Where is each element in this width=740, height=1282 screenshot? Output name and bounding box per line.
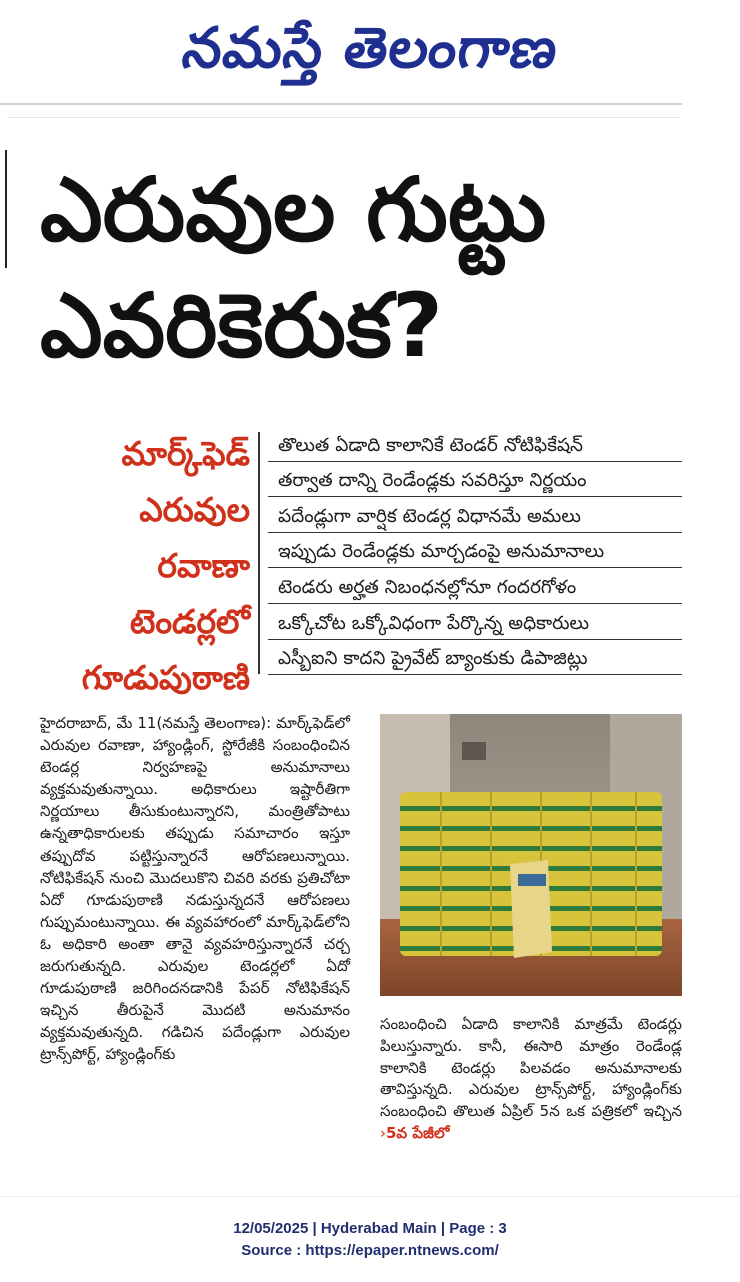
newspaper-logo: నమస్తే తెలంగాణ xyxy=(178,16,563,81)
highlight-item: ఇప్పుడు రెండేండ్లకు మార్చడంపై అనుమానాలు xyxy=(268,535,682,568)
highlights-list xyxy=(268,426,682,675)
chevron-right-icon: › xyxy=(380,1123,386,1142)
masthead-rule-secondary xyxy=(8,117,680,118)
kicker-line: మార్క్‌ఫెడ్ xyxy=(121,434,250,473)
footer-rule xyxy=(0,1196,740,1197)
headline-line-2: ఎవరికెరుక? xyxy=(40,274,443,377)
masthead xyxy=(0,6,740,92)
kicker xyxy=(30,426,250,706)
article-photo xyxy=(380,714,682,996)
article-body-left xyxy=(40,712,350,1066)
highlight-item: పదేండ్లుగా వార్షిక టెండర్ల విధానమే అమలు xyxy=(268,500,682,533)
article-paragraph xyxy=(380,1014,682,1145)
fertilizer-sacks-image xyxy=(380,714,682,996)
masthead-rule xyxy=(0,103,682,105)
footer-source[interactable]: Source : https://epaper.ntnews.com/ xyxy=(241,1242,499,1259)
highlight-item: ఒక్కోచోట ఒక్కోవిధంగా పేర్కొన్న అధికారులు xyxy=(268,607,682,640)
kicker-line: రవాణా xyxy=(157,546,250,585)
continued-on-page-link[interactable]: 5వ పేజీలో xyxy=(386,1123,450,1142)
highlight-item: తర్వాత దాన్ని రెండేండ్లకు సవరిస్తూ నిర్ణయం xyxy=(268,464,682,497)
kicker-line: టెండర్లలో xyxy=(129,602,250,641)
footer-edition-info: 12/05/2025 | Hyderabad Main | Page : 3 xyxy=(233,1220,507,1237)
highlight-item: ఎస్బీఐని కాదని ప్రైవేట్‌ బ్యాంకుకు డిపాజిట్లు xyxy=(268,642,682,675)
article-paragraph-text: సంబంధించి ఏడాది కాలానికి మాత్రమే టెండర్లు పిలుస్తున్నారు. కానీ, ఈసారి మాత్రం రెండేండ్ల కాలానికి టెండర్లు పిలవడం అనుమానాలకు తావిస్తున్నది. ఎరువుల ట్రాన్స్‌పోర్ట్‌, హ్యాండ్లింగ్‌కు సంబంధించి తొలుత ఏప్రిల్‌ 5న ఒక పత్రికలో ఇచ్చిన xyxy=(380,1015,682,1121)
kicker-divider xyxy=(258,432,260,674)
kicker-line: ఎరువుల xyxy=(139,490,250,529)
article-body-right xyxy=(380,1014,682,1145)
highlight-item: టెండరు అర్హత నిబంధనల్లోనూ గందరగోళం xyxy=(268,571,682,604)
article-paragraph: హైదరాబాద్‌, మే 11(నమస్తే తెలంగాణ): మార్క్‌ఫెడ్‌లో ఎరువుల రవాణా, హ్యాండ్లింగ్‌, స్టోరేజీకి సంబంధించిన టెండర్ల నిర్వహణపై అనుమానాలు వ్యక్తమవుతున్నాయి. అధికారులు ఇష్టారీతిగా నిర్ణయాలు తీసుకుంటున్నారని, మంత్రితోపాటు ఉన్నతాధికారులకు తప్పుడు సమాచారం ఇస్తూ తప్పుదోవ పట్టిస్తున్నారనే ఆరోపణలున్నాయి. నోటిఫికేషన్‌ నుంచి మొదలుకొని చివరి వరకు ప్రతిచోటా ఏదో గూడుపుఠాణి నడుస్తున్నదనే ఆరోపణలు గుప్పుమంటున్నాయి. ఈ వ్యవహారంలో మార్క్‌ఫెడ్‌లోని ఓ అధికారి అంతా తానై వ్యవహరిస్తున్నారనే చర్చ జరుగుతున్నది. ఎరువుల టెండర్లలో ఏదో గూడుపుఠాణి జరిగిందనడానికి పేపర్‌ నోటిఫికేషన్‌ ఇచ్చిన తీరుపైనే మొదటి అనుమానం వ్యక్తమవుతున్నది. గడిచిన పదేండ్లుగా ఎరువుల ట్రాన్స్‌పోర్ట్‌, హ్యాండ్లింగ్‌కు xyxy=(40,714,350,1064)
highlight-item: తొలుత ఏడాది కాలానికే టెండర్‌ నోటిఫికేషన్‌ xyxy=(268,429,682,462)
footer xyxy=(0,1218,740,1262)
headline-line-1: ఎరువుల గుట్టు xyxy=(40,158,547,261)
kicker-line: గూడుపుఠాణి xyxy=(81,658,250,697)
headline-side-bar xyxy=(5,150,7,268)
